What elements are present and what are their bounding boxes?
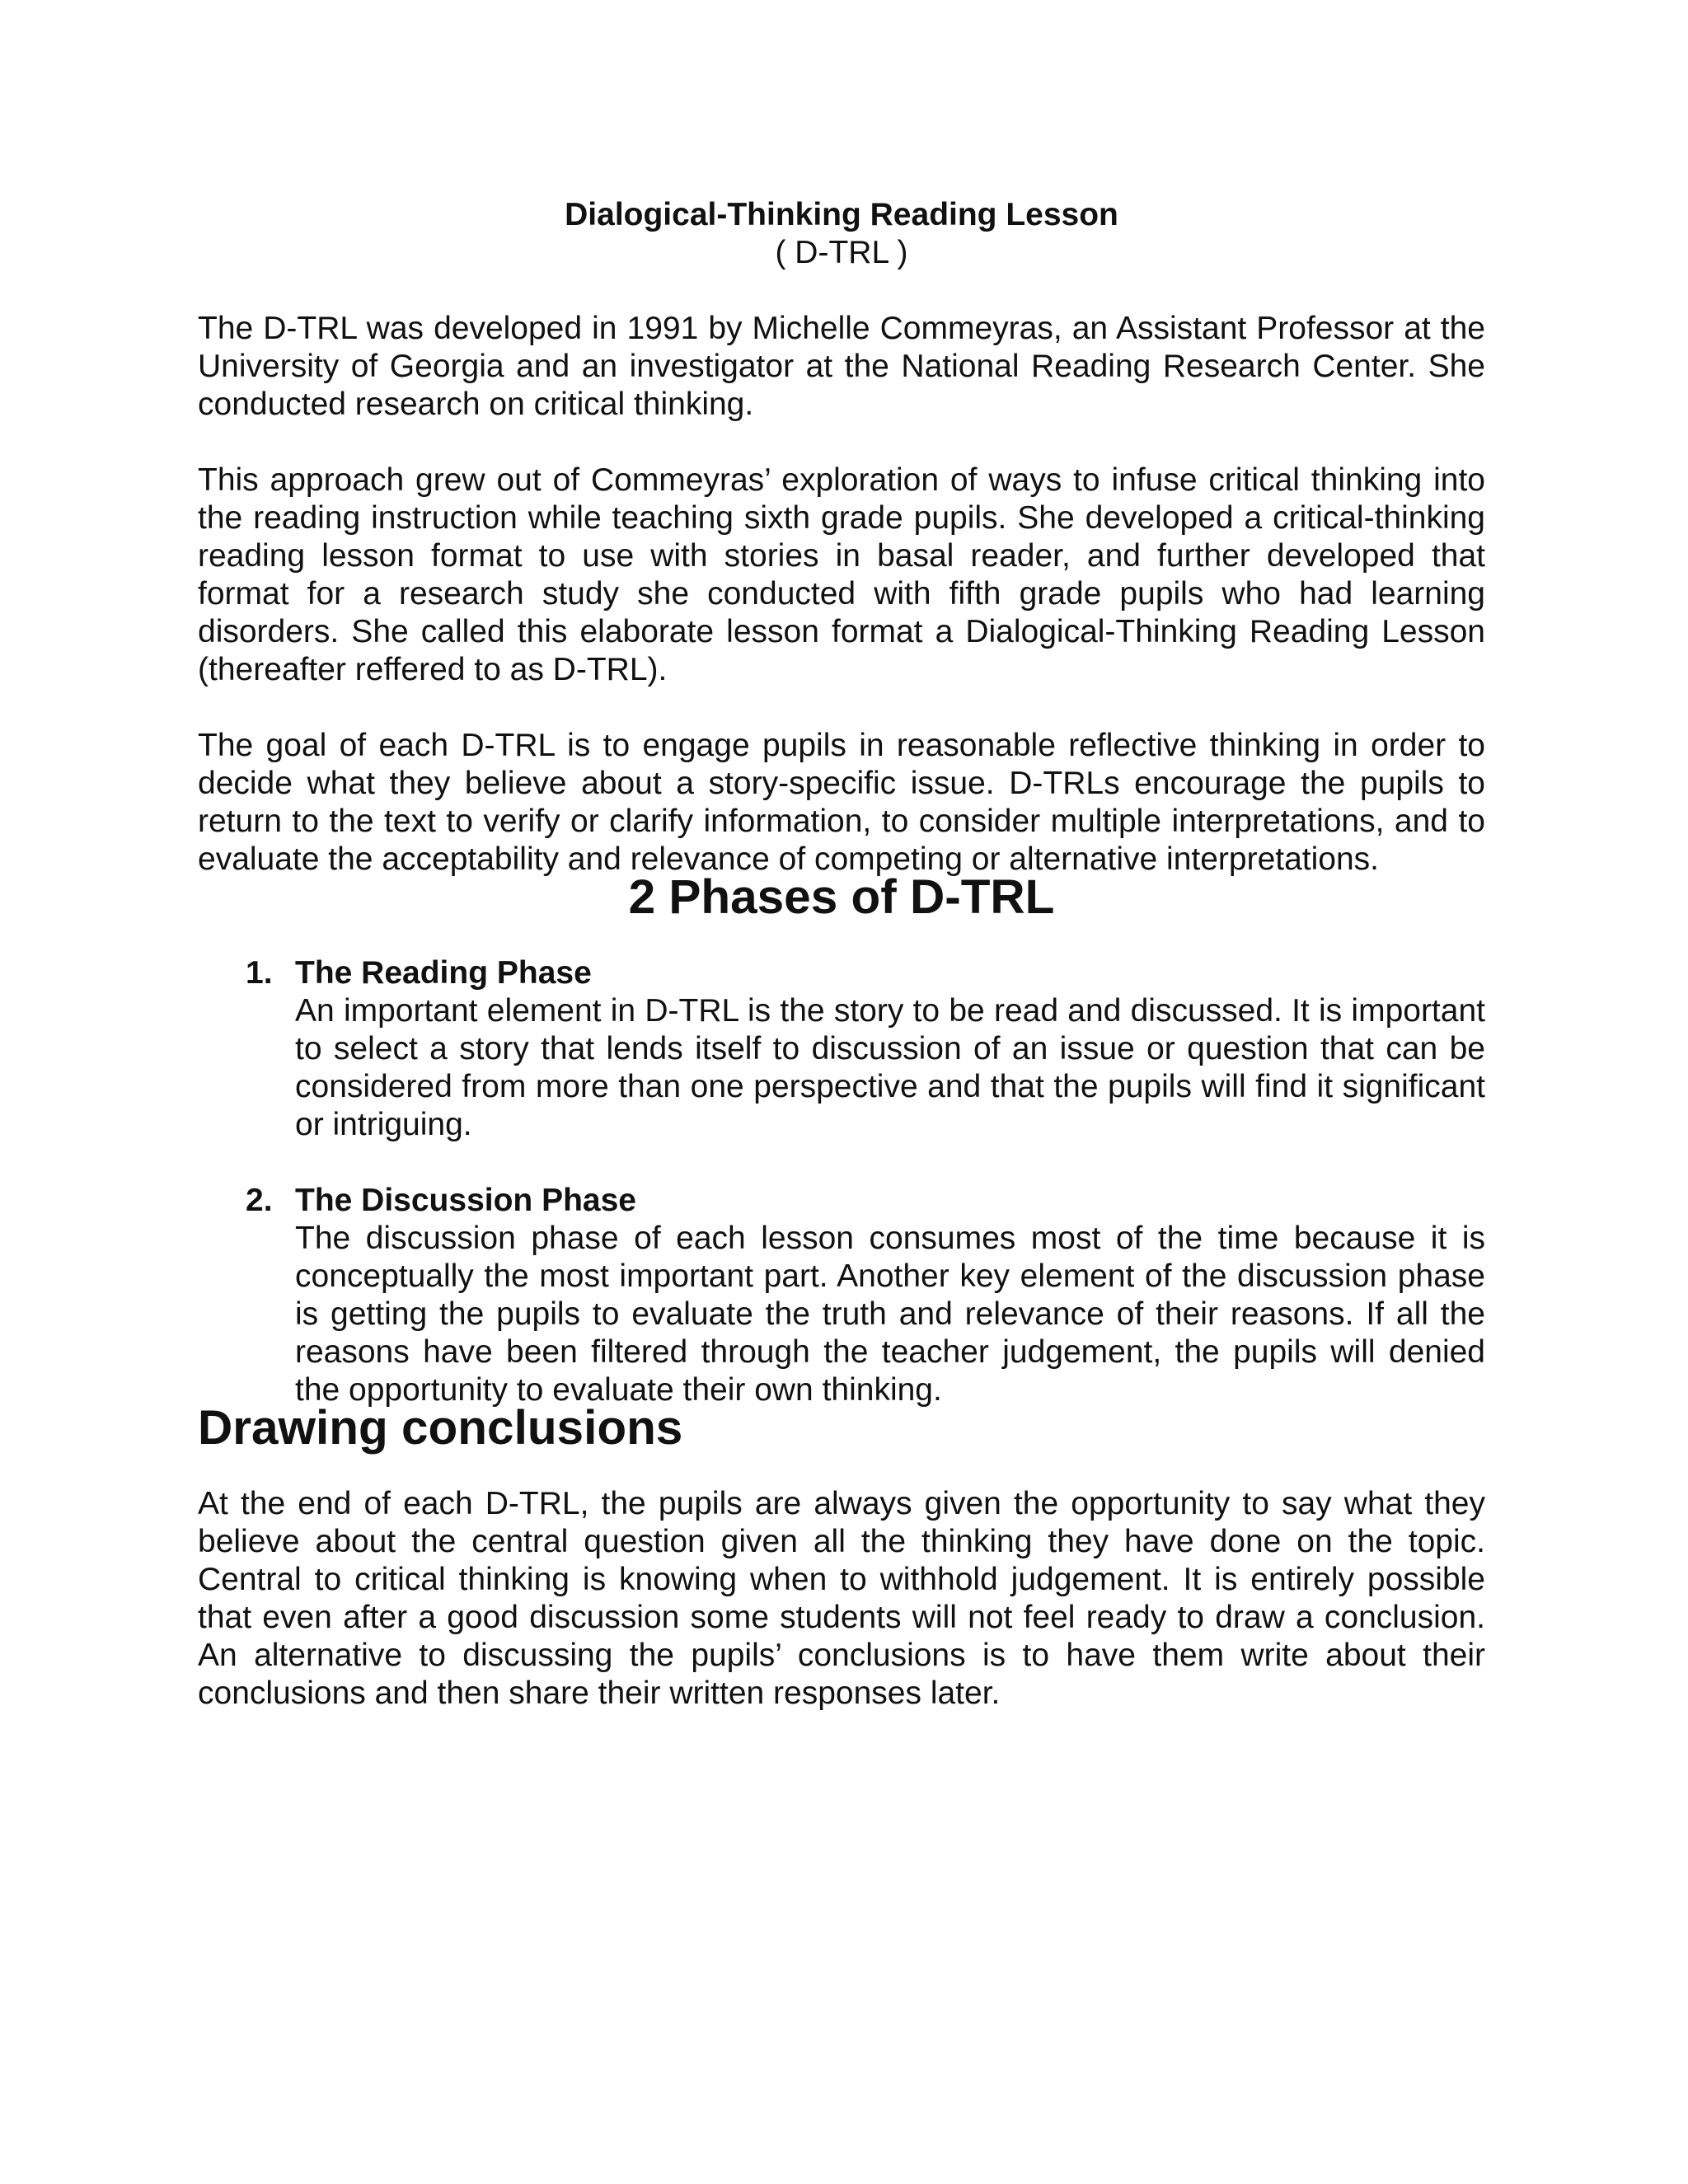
document-title: Dialogical-Thinking Reading Lesson bbox=[565, 197, 1118, 232]
intro-paragraph: The D-TRL was developed in 1991 by Michelle Commeyras, an Assistant Professor at the University of Georgia and an investigator at the National Reading Research Center. She conducted research on critical thinking. bbox=[198, 311, 1485, 422]
phase-text: The discussion phase of each lesson consumes most of the time because it is conceptually the most important part. Another key element of the discussion phase is getting the pupils to evaluate the truth and relevance of their reasons. If all the reasons have been filtered through the teacher judgement, the pupils will denied the opportunity to evaluate their own thinking. bbox=[295, 1221, 1485, 1408]
phase-text: An important element in D-TRL is the story to be read and discussed. It is important to select a story that lends itself to discussion of an issue or question that can be considered from more than one perspective and that the pupils will find it significant or intriguing. bbox=[295, 993, 1485, 1142]
list-item bbox=[198, 1182, 1485, 1409]
intro-paragraph: The goal of each D-TRL is to engage pupils in reasonable reflective thinking in order to decide what they believe about a story-specific issue. D-TRLs encourage the pupils to return to the text to verify or clarify information, to consider multiple interpretations, and to evaluate the acceptability and relevance of competing or alternative interpretations. bbox=[198, 728, 1485, 877]
list-item bbox=[198, 954, 1485, 1144]
document-page bbox=[198, 196, 1485, 1713]
phase-title: The Discussion Phase bbox=[295, 1183, 636, 1218]
title-block bbox=[198, 196, 1485, 272]
phase-title: The Reading Phase bbox=[295, 955, 592, 991]
document-subtitle: ( D-TRL ) bbox=[775, 235, 908, 270]
intro-paragraph: This approach grew out of Commeyras’ exploration of ways to infuse critical thinking into the reading instruction while teaching sixth grade pupils. She developed a critical-thinking reading lesson format to use with stories in basal reader, and further developed that format for a research study she conducted with fifth grade pupils who had learning disorders. She called this elaborate lesson format a Dialogical-Thinking Reading Lesson (thereafter reffered to as D-TRL). bbox=[198, 462, 1485, 687]
phase-number: 1. bbox=[246, 955, 273, 991]
phases-heading: 2 Phases of D-TRL bbox=[628, 870, 1055, 924]
phase-number: 2. bbox=[246, 1183, 273, 1218]
phases-list bbox=[198, 954, 1485, 1409]
conclusion-paragraph: At the end of each D-TRL, the pupils are always given the opportunity to say what they believe about the central question given all the thinking they have done on the topic. Central to critical thinking is knowing when to withhold judgement. It is entirely possible that even after a good discussion some students will not feel ready to draw a conclusion. An alternative to discussing the pupils’ conclusions is to have them write about their conclusions and then share their written responses later. bbox=[198, 1486, 1485, 1711]
conclusion-heading: Drawing conclusions bbox=[198, 1401, 683, 1455]
